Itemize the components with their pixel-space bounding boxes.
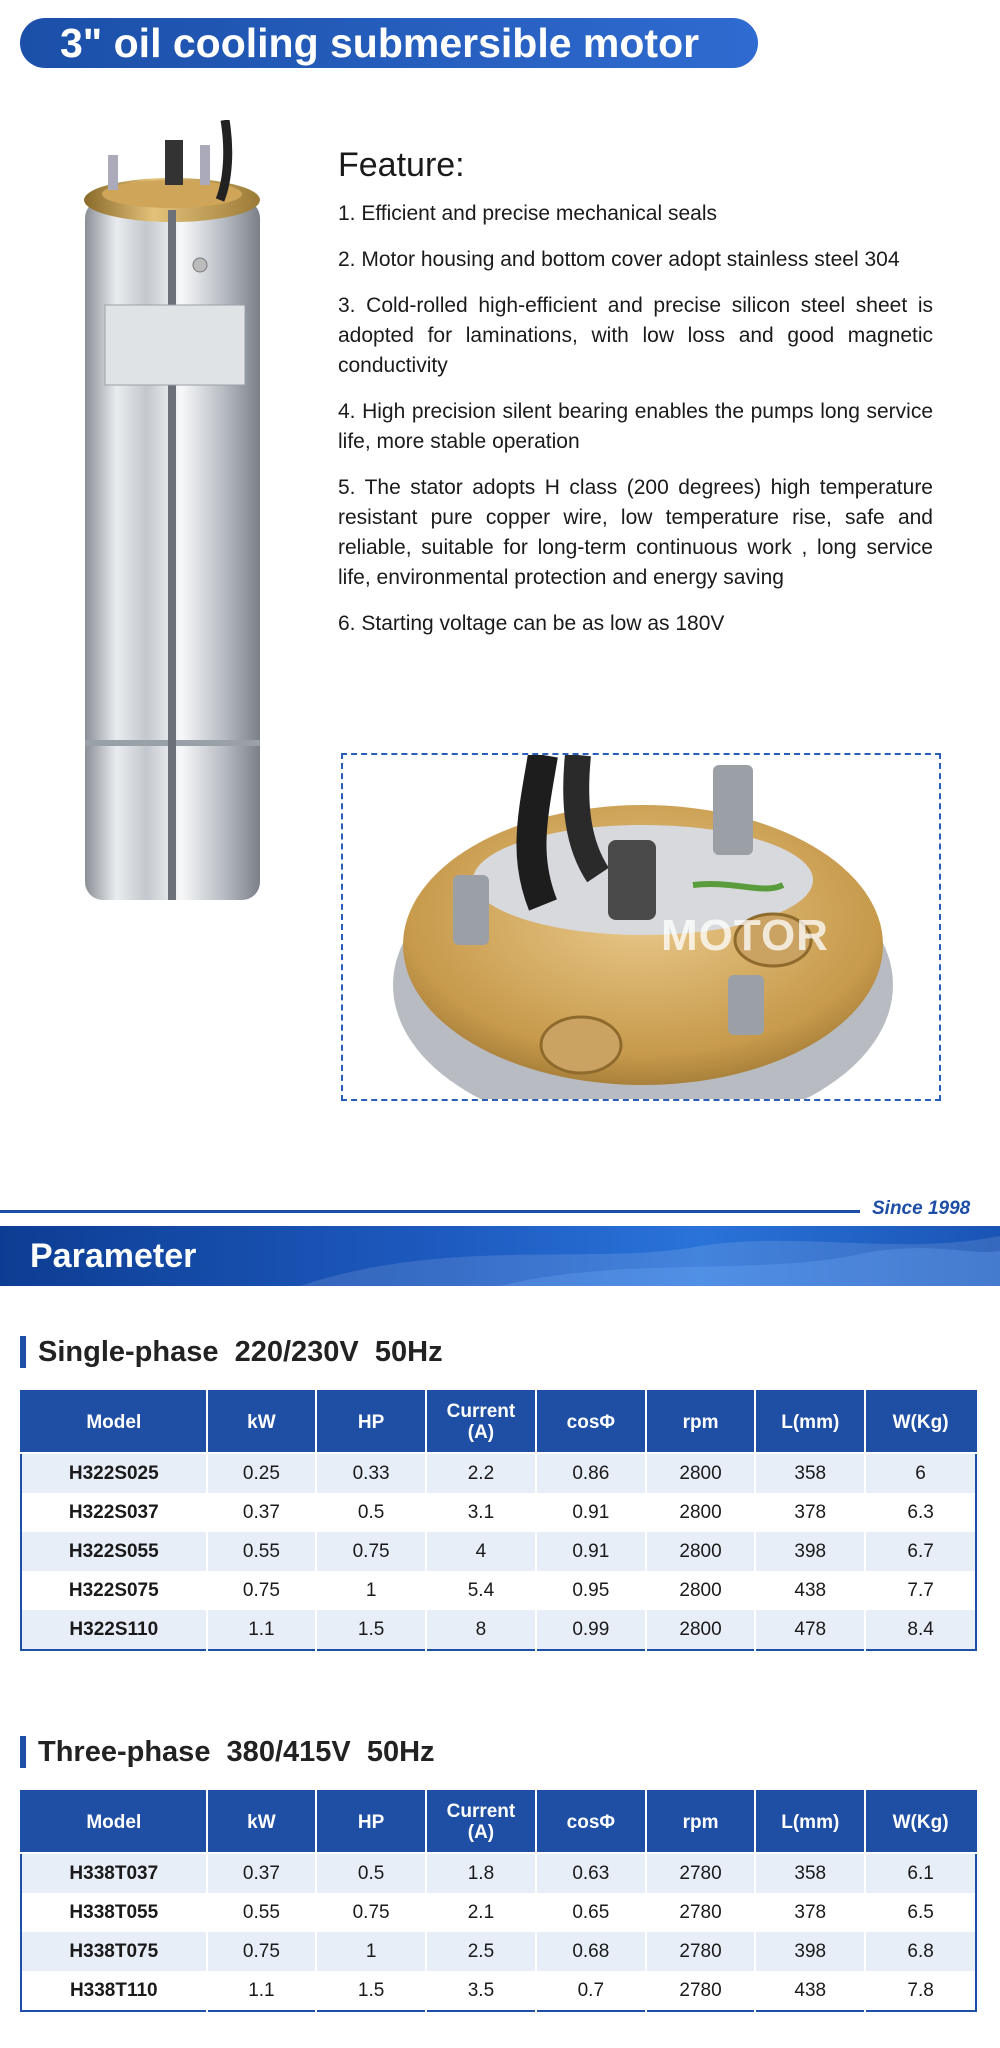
table-cell: 1.8 — [426, 1853, 536, 1893]
table-cell: 0.95 — [536, 1571, 646, 1610]
table-cell: 6 — [865, 1453, 976, 1493]
feature-item: 2. Motor housing and bottom cover adopt stainless steel 304 — [338, 248, 900, 271]
column-header: L(mm) — [755, 1791, 865, 1853]
table-cell: 2800 — [646, 1610, 756, 1650]
table-cell: 378 — [755, 1493, 865, 1532]
parameter-title: Parameter — [30, 1237, 197, 1275]
table-cell: 398 — [755, 1932, 865, 1971]
feature-section — [338, 143, 933, 655]
column-header: Current (A) — [426, 1391, 536, 1453]
table-cell: 0.63 — [536, 1853, 646, 1893]
model-cell: H338T037 — [21, 1853, 207, 1893]
table-cell: 438 — [755, 1571, 865, 1610]
table-cell: 2780 — [646, 1893, 756, 1932]
table-cell: 358 — [755, 1853, 865, 1893]
column-header: rpm — [646, 1391, 756, 1453]
table-cell: 378 — [755, 1893, 865, 1932]
table-cell: 1.1 — [207, 1610, 317, 1650]
table-cell: 6.7 — [865, 1532, 976, 1571]
table-cell: 6.3 — [865, 1493, 976, 1532]
table-cell: 2.5 — [426, 1932, 536, 1971]
feature-item: 6. Starting voltage can be as low as 180V — [338, 612, 725, 635]
table-cell: 438 — [755, 1971, 865, 2011]
table-cell: 1.1 — [207, 1971, 317, 2011]
single-phase-table — [20, 1390, 977, 1651]
column-header: L(mm) — [755, 1391, 865, 1453]
table-cell: 2780 — [646, 1971, 756, 2011]
divider-line — [0, 1210, 860, 1213]
table-cell: 2.1 — [426, 1893, 536, 1932]
table-cell: 0.86 — [536, 1453, 646, 1493]
table-cell: 0.5 — [316, 1493, 426, 1532]
table-header-row — [21, 1791, 976, 1853]
table-cell: 2800 — [646, 1532, 756, 1571]
model-cell: H322S110 — [21, 1610, 207, 1650]
three-phase-title: Three-phase 380/415V 50Hz — [20, 1736, 435, 1768]
feature-item: 4. High precision silent bearing enables the pumps long service life, more stable operation — [338, 400, 933, 453]
column-header: kW — [207, 1391, 317, 1453]
column-header: kW — [207, 1791, 317, 1853]
feature-heading: Feature: — [338, 146, 465, 184]
table-cell: 5.4 — [426, 1571, 536, 1610]
model-cell: H338T075 — [21, 1932, 207, 1971]
column-header: HP — [316, 1791, 426, 1853]
table-cell: 2780 — [646, 1853, 756, 1893]
table-cell: 2780 — [646, 1932, 756, 1971]
table-cell: 2800 — [646, 1453, 756, 1493]
model-cell: H338T110 — [21, 1971, 207, 2011]
table-cell: 0.75 — [207, 1571, 317, 1610]
motor-watermark: MOTOR — [661, 911, 829, 960]
table-cell: 478 — [755, 1610, 865, 1650]
table-cell: 0.7 — [536, 1971, 646, 2011]
table-cell: 0.65 — [536, 1893, 646, 1932]
table-cell: 6.1 — [865, 1853, 976, 1893]
table-cell: 0.68 — [536, 1932, 646, 1971]
table-cell: 0.55 — [207, 1532, 317, 1571]
page-title-banner — [20, 18, 758, 68]
parameter-banner — [0, 1226, 1000, 1286]
table-cell: 0.75 — [316, 1532, 426, 1571]
table-row — [21, 1971, 976, 2011]
model-cell: H322S037 — [21, 1493, 207, 1532]
table-row — [21, 1893, 976, 1932]
table-cell: 1 — [316, 1932, 426, 1971]
table-cell: 0.91 — [536, 1532, 646, 1571]
column-header: cosΦ — [536, 1791, 646, 1853]
table-cell: 6.8 — [865, 1932, 976, 1971]
feature-item: 5. The stator adopts H class (200 degrees) high temperature resistant pure copper wire, low temperature rise, safe and reliable, suitable for long-term continuous work , long service life, environmental protection and energy saving — [338, 476, 933, 589]
table-cell: 0.75 — [207, 1932, 317, 1971]
column-header: W(Kg) — [865, 1791, 976, 1853]
table-cell: 0.75 — [316, 1893, 426, 1932]
model-cell: H322S075 — [21, 1571, 207, 1610]
table-cell: 7.7 — [865, 1571, 976, 1610]
table-row — [21, 1453, 976, 1493]
feature-item: 1. Efficient and precise mechanical seals — [338, 202, 717, 225]
table-cell: 358 — [755, 1453, 865, 1493]
table-cell: 398 — [755, 1532, 865, 1571]
column-header: cosΦ — [536, 1391, 646, 1453]
table-cell: 0.5 — [316, 1853, 426, 1893]
three-phase-table — [20, 1790, 977, 2012]
feature-item: 3. Cold-rolled high-efficient and precise silicon steel sheet is adopted for laminations, with low loss and good magnetic conductivity — [338, 294, 933, 377]
table-cell: 8 — [426, 1610, 536, 1650]
table-cell: 8.4 — [865, 1610, 976, 1650]
column-header: HP — [316, 1391, 426, 1453]
single-phase-title: Single-phase 220/230V 50Hz — [20, 1336, 443, 1368]
column-header: W(Kg) — [865, 1391, 976, 1453]
model-cell: H322S025 — [21, 1453, 207, 1493]
table-cell: 0.91 — [536, 1493, 646, 1532]
table-cell: 0.55 — [207, 1893, 317, 1932]
table-cell: 3.5 — [426, 1971, 536, 2011]
column-header: Model — [21, 1791, 207, 1853]
table-row — [21, 1493, 976, 1532]
table-cell: 4 — [426, 1532, 536, 1571]
table-cell: 6.5 — [865, 1893, 976, 1932]
table-cell: 0.33 — [316, 1453, 426, 1493]
model-cell: H322S055 — [21, 1532, 207, 1571]
table-cell: 0.37 — [207, 1493, 317, 1532]
table-row — [21, 1932, 976, 1971]
table-cell: 1.5 — [316, 1610, 426, 1650]
table-cell: 2.2 — [426, 1453, 536, 1493]
column-header: Current (A) — [426, 1791, 536, 1853]
table-row — [21, 1571, 976, 1610]
table-row — [21, 1532, 976, 1571]
table-row — [21, 1853, 976, 1893]
table-cell: 0.99 — [536, 1610, 646, 1650]
column-header: rpm — [646, 1791, 756, 1853]
table-cell: 2800 — [646, 1493, 756, 1532]
model-cell: H338T055 — [21, 1893, 207, 1932]
since-label: Since 1998 — [872, 1198, 971, 1219]
table-cell: 0.37 — [207, 1853, 317, 1893]
table-row — [21, 1610, 976, 1650]
table-cell: 1 — [316, 1571, 426, 1610]
table-cell: 3.1 — [426, 1493, 536, 1532]
table-cell: 0.25 — [207, 1453, 317, 1493]
table-cell: 2800 — [646, 1571, 756, 1610]
table-cell: 1.5 — [316, 1971, 426, 2011]
column-header: Model — [21, 1391, 207, 1453]
motor-product-image — [80, 120, 270, 920]
table-cell: 7.8 — [865, 1971, 976, 2011]
motor-top-detail-image — [341, 753, 941, 1101]
page-title: 3" oil cooling submersible motor — [60, 20, 700, 66]
table-header-row — [21, 1391, 976, 1453]
